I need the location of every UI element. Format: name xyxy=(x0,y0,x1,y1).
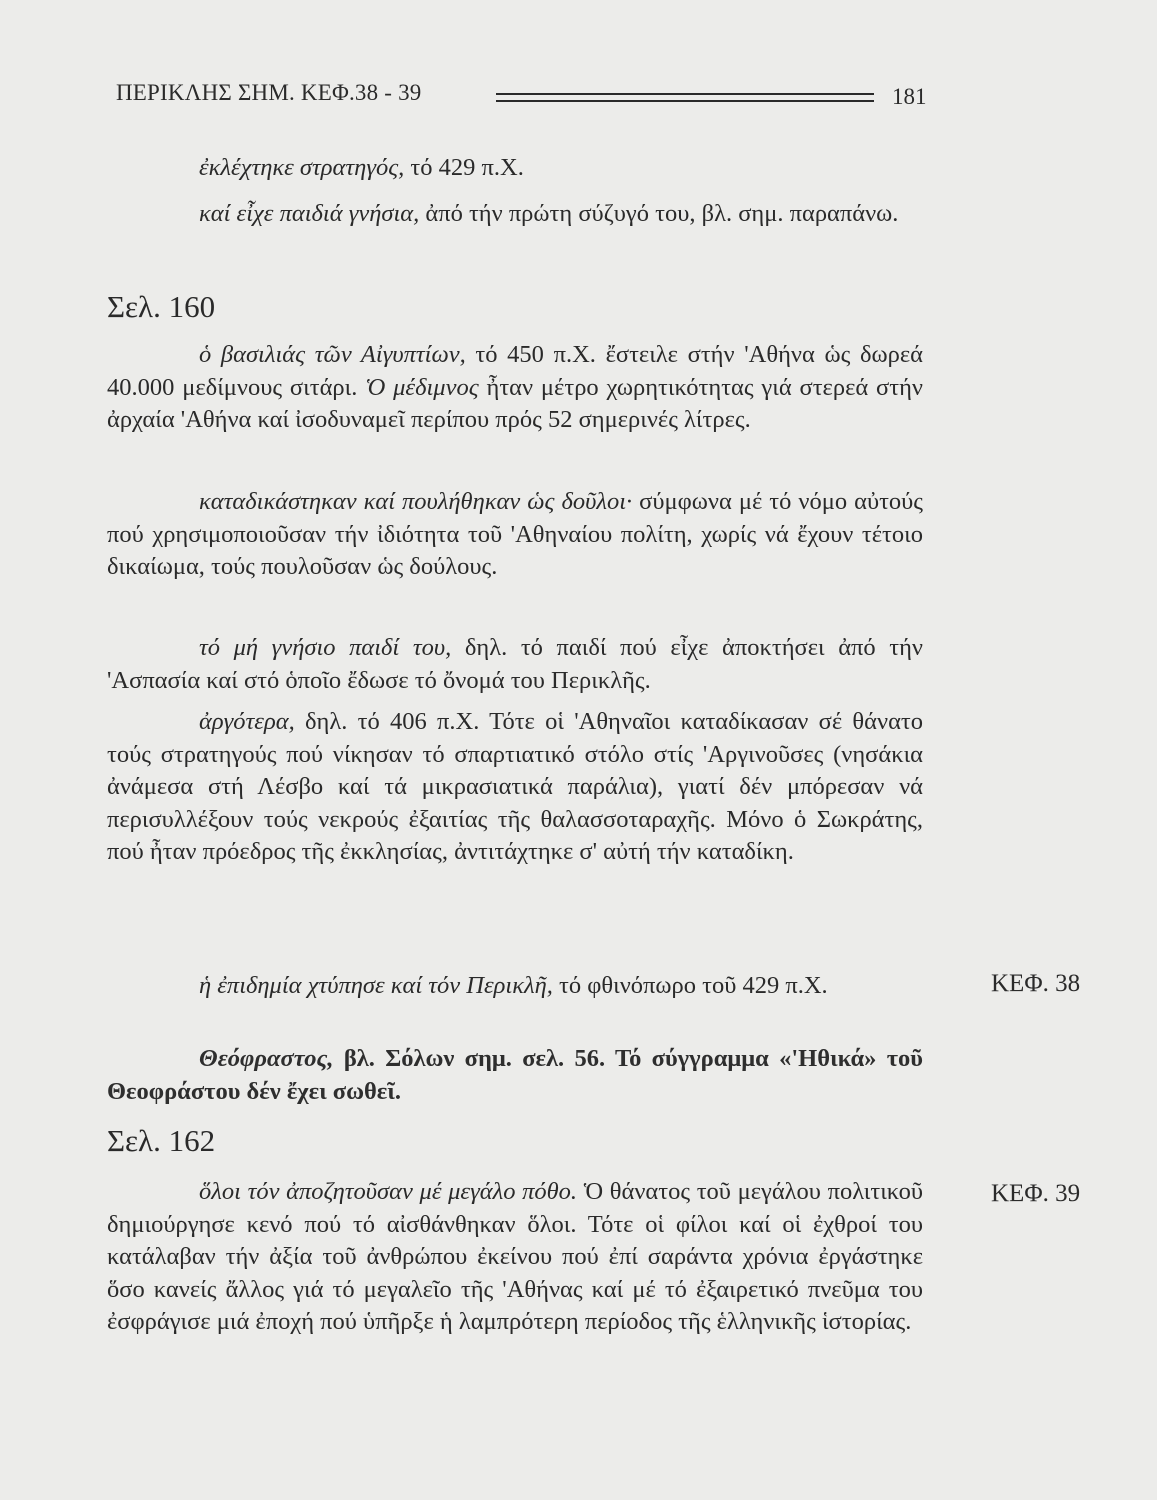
note-theophrastus xyxy=(107,1043,923,1108)
note-text: δηλ. τό παιδί πού εἶχε ἀποκτήσει ἀπό τήν 'Ασπασία καί στό ὁποῖο ἔδωσε τό ὄνομά του Περικλῆς. xyxy=(107,634,924,694)
note-text: τό 450 π.Χ. ἔστειλε στήν 'Αθήνα ὡς δωρεά 40.000 μεδίμνους σιτάρι. xyxy=(107,341,923,401)
chapter-marker-38: ΚΕΦ. 38 xyxy=(991,970,1081,997)
note-text: βλ. Σόλων σημ. σελ. 56. Τό σύγγραμμα «'Ηθικά» τοῦ Θεοφράστου δέν ἔχει σωθεῖ. xyxy=(107,1045,923,1105)
note-later-arginusae xyxy=(107,706,923,869)
note-lemma: καταδικάστηκαν καί πουλήθηκαν ὡς δοῦλοι· xyxy=(199,488,633,515)
note-illegitimate-child xyxy=(107,632,923,697)
note-lemma: τό μή γνήσιο παιδί του, xyxy=(199,634,452,661)
note-text: τό 429 π.Χ. xyxy=(404,154,524,181)
chapter-marker-39: ΚΕΦ. 39 xyxy=(991,1180,1081,1207)
section-heading-page-160: Σελ. 160 xyxy=(107,289,216,324)
note-lemma: ἐκλέχτηκε στρατηγός, xyxy=(199,154,405,181)
note-elected-general xyxy=(107,152,923,185)
note-epidemic xyxy=(107,970,923,1003)
note-lemma: ὁ βασιλιάς τῶν Αἰγυπτίων, xyxy=(199,341,466,368)
note-text: ἀπό τήν πρώτη σύζυγό του, βλ. σημ. παραπάνω. xyxy=(419,200,899,227)
running-header xyxy=(116,80,936,114)
note-lemma-medimnos: Ὁ μέδιμνος xyxy=(365,373,479,401)
note-lemma: ἡ ἐπιδημία χτύπησε καί τόν Περικλῆ, xyxy=(199,972,553,999)
note-lemma: καί εἶχε παιδιά γνήσια, xyxy=(199,200,420,227)
section-heading-page-162: Σελ. 162 xyxy=(107,1123,216,1158)
note-text: δηλ. τό 406 π.Χ. Τότε οἱ 'Αθηναῖοι καταδίκασαν σέ θάνατο τούς στρατηγούς πού νίκησαν τό σπαρτιατικό στόλο στίς 'Αργινοῦσες (νησάκια ἀνάμεσα στή Λέσβο καί τά μικρασιατικά παράλια), γιατί δέν μπόρεσαν νά περισυλλέξουν τούς νεκρούς ἐξαιτίας τῆς θαλασσοταραχῆς. Μόνο ὁ Σωκράτης, πού ἦταν πρόεδρος τῆς ἐκκλησίας, ἀντιτάχτηκε σ' αὐτή τήν καταδίκη. xyxy=(107,708,923,865)
header-title: ΠΕΡΙΚΛΗΣ ΣΗΜ. ΚΕΦ.38 - 39 xyxy=(116,80,422,105)
note-legitimate-children xyxy=(107,198,923,231)
note-all-longed-for-him xyxy=(107,1176,923,1339)
note-lemma: ὅλοι τόν ἀποζητοῦσαν μέ μεγάλο πόθο. xyxy=(199,1178,578,1205)
note-lemma: ἀργότερα, xyxy=(199,708,295,735)
header-double-rule xyxy=(496,93,874,102)
note-text: Ὁ θάνατος τοῦ μεγάλου πολιτικοῦ δημιούργησε κενό πού τό αἰσθάνθηκαν ὅλοι. Τότε οἱ φίλοι καί οἱ ἐχθροί του κατάλαβαν τήν ἀξία τοῦ ἀνθρώπου ἐκείνου πού ἐπί σαράντα χρόνια ἐργάστηκε ὅσο κανείς ἄλλος γιά τό μεγαλεῖο τῆς 'Αθήνας καί μέ τό ἐξαιρετικό πνεῦμα του ἐσφράγισε μιά ἐποχή πού ὑπῆρξε ἡ λαμπρότερη περίοδος τῆς ἑλληνικῆς ἱστορίας. xyxy=(107,1178,923,1335)
page-number: 181 xyxy=(892,84,927,109)
note-lemma: Θεόφραστος, xyxy=(199,1045,334,1072)
note-text: σύμφωνα μέ τό νόμο αὐτούς πού χρησιμοποιοῦσαν τήν ἰδιότητα τοῦ 'Αθηναίου πολίτη, χωρίς νά ἔχουν τέτοιο δικαίωμα, τούς πουλοῦσαν ὡς δούλους. xyxy=(107,488,924,580)
note-egyptian-king xyxy=(107,339,923,437)
note-text: ἦταν μέτρο χωρητικότητας γιά στερεά στήν ἀρχαία 'Αθήνα καί ἰσοδυναμεῖ περίπου πρός 52 σημερινές λίτρες. xyxy=(107,373,923,433)
note-text: τό φθινόπωρο τοῦ 429 π.Χ. xyxy=(552,972,828,999)
note-sold-as-slaves xyxy=(107,486,923,584)
